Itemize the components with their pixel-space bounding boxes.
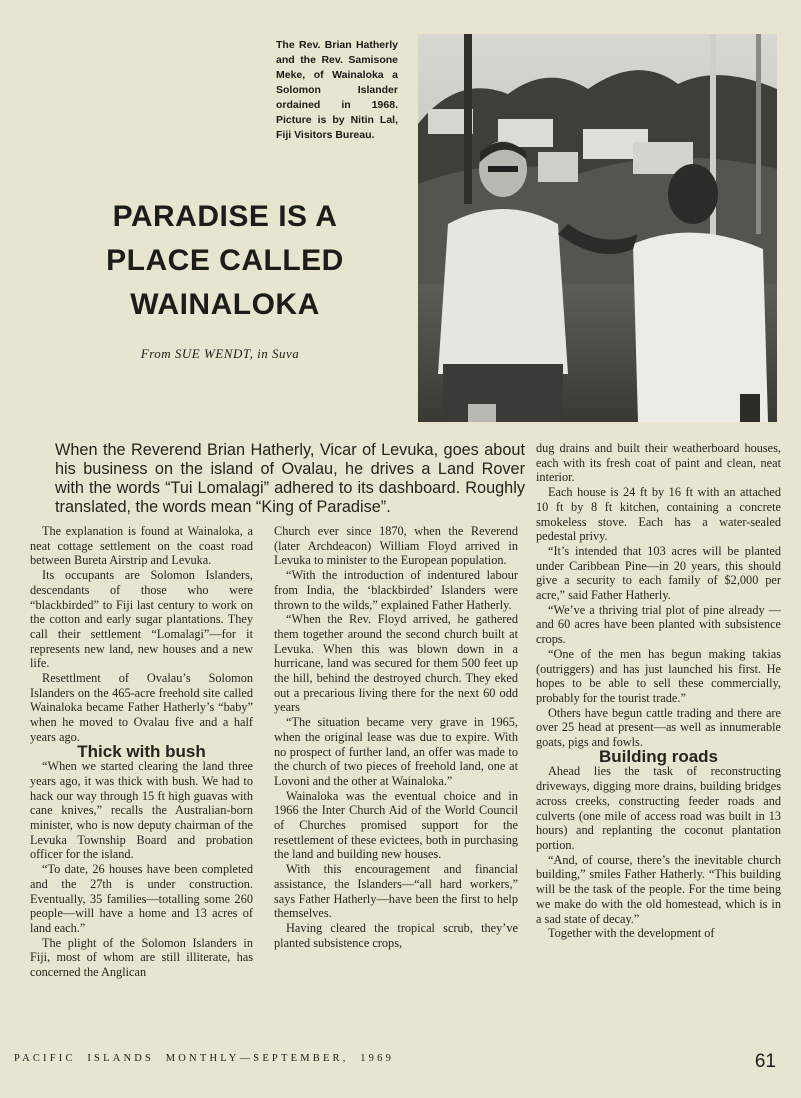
paragraph: Together with the development of	[548, 926, 715, 941]
article-lede: When the Reverend Brian Hatherly, Vicar of Levuka, goes about his business on the island of Ovalau, he drives a Land Rover with the words “Tui Lomalagi” adhered to its dashboard. Roughly translated, the words mean “King of Paradise”.	[55, 441, 525, 516]
photo-caption: The Rev. Brian Hatherly and the Rev. Samisone Meke, of Wainaloka a Solomon Islander ordained in 1968. Picture is by Nitin Lal, Fiji Visitors Bureau.	[276, 39, 398, 141]
paragraph: “To date, 26 houses have been completed and the 27th is under construction. Eventually, 35 families—totalling some 260 people—will have a home and 13 acres of land each.”	[30, 862, 253, 935]
paragraph: “With the introduction of indentured labour from India, the ‘blackbirded’ Islanders were thrown to the wilds,” explained Father Hatherly.	[274, 568, 518, 612]
paragraph: “One of the men has begun making takias (outriggers) and has just launched his first. He hopes to be able to sell these commercially, probably for the tourist trade.”	[536, 646, 781, 705]
paragraph: “And, of course, there’s the inevitable church building,” smiles Father Hatherly. “This building will be the task of the people. For the time being we make do with the old homestead, which is in a sad state of decay.”	[536, 852, 781, 926]
paragraph: Wainaloka was the eventual choice and in 1966 the Inter Church Aid of the World Council of Churches promised support for the resettlement of these evictees, both in purchasing the land and building new houses.	[274, 788, 518, 862]
paragraph: Resettlment of Ovalau’s Solomon Islanders on the 465-acre freehold site called Wainaloka became Father Hatherly’s “baby” when he moved to Ovalau five and a half years ago.	[30, 671, 253, 744]
photo-illustration	[418, 34, 777, 422]
article-byline: From SUE WENDT, in Suva	[140, 346, 300, 361]
article-photo	[418, 34, 777, 422]
paragraph: Its occupants are Solomon Islanders, descendants of those who were “blackbirded” to Fiji last century to work on the cotton and early sugar plantations. They call their settlement “Lomalagi”—for it represents new land, new houses and a new life.	[30, 568, 253, 671]
paragraph: Ahead lies the task of reconstructing driveways, digging more drains, building bridges across creeks, constructing feeder roads and culverts (one mile of access road was built in 13 hours) and replanting the coconut plantation portion.	[536, 764, 781, 852]
paragraph: “When the Rev. Floyd arrived, he gathered them together around the second church built at Levuka. When this was blown down in a hurricane, land was secured for them 500 feet up the hill, behind the destroyed church. They eked out a precarious living there for the next 60 odd years	[274, 612, 518, 715]
paragraph: The explanation is found at Wainaloka, a neat cottage settlement on the coast road between Bureta Airstrip and Levuka.	[30, 524, 253, 568]
paragraph: Having cleared the tropical scrub, they’ve planted subsistence crops,	[274, 920, 518, 950]
column-2	[274, 524, 518, 1044]
subhead-thick-with-bush: Thick with bush	[77, 741, 206, 761]
paragraph: The plight of the Solomon Islanders in Fiji, most of whom are still illiterate, has concerned the Anglican	[30, 935, 253, 980]
page-footer	[14, 1051, 784, 1081]
column-1	[30, 524, 253, 1044]
paragraph: With this encouragement and financial assistance, the Islanders—“all hard workers,” says Father Hatherly—have been the first to help themselves.	[274, 862, 518, 921]
paragraph: “We’ve a thriving trial plot of pine already — and 60 acres have been planted with subsistence crops.	[536, 602, 781, 647]
paragraph: “When we started clearing the land three years ago, it was thick with bush. We had to hack our way through 15 ft high guavas with cane knives,” recalls the Australian-born minister, who is now deputy chairman of the Levuka Township Board and probation officer for the island.	[30, 759, 253, 862]
column-3	[536, 441, 781, 1044]
publication-line: PACIFIC ISLANDS MONTHLY—SEPTEMBER, 1969	[14, 1053, 395, 1064]
subhead-building-roads: Building roads	[599, 746, 718, 766]
paragraph: “The situation became very grave in 1965, when the original lease was due to expire. With no prospect of further land, an offer was made to the church of two pieces of freehold land, one at Lovoni and the other at Wainaloka.”	[274, 715, 518, 788]
article-headline: PARADISE IS A PLACE CALLED WAINALOKA	[106, 200, 344, 321]
page-number: 61	[754, 1051, 776, 1072]
paragraph: dug drains and built their weatherboard houses, each with its fresh coat of paint and clean, neat interior.	[536, 441, 781, 485]
paragraph: Church ever since 1870, when the Reverend (later Archdeacon) William Floyd arrived in Levuka to minister to the European population.	[274, 524, 518, 568]
paragraph: “It’s intended that 103 acres will be planted under Caribbean Pine—in 20 years, this should give a security to each family of $2,000 per acre,” said Father Hatherly.	[536, 543, 781, 603]
paragraph: Others have begun cattle trading and there are over 25 head at present—as well as innumerable goats, pigs and fowls.	[536, 705, 781, 750]
paragraph: Each house is 24 ft by 16 ft with an attached 10 ft by 8 ft kitchen, containing a concrete smokeless stove. Each has a water-sealed pedestal privy.	[536, 485, 781, 544]
